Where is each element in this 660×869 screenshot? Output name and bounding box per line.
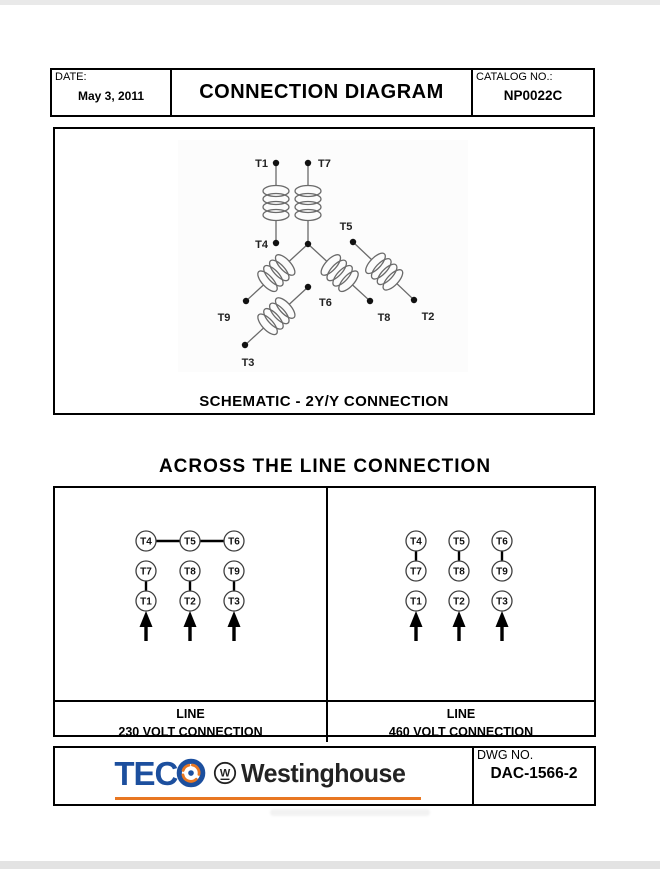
terminal-label: T2 <box>453 596 465 608</box>
diagram-460v-svg <box>328 488 594 695</box>
coil-t1-t4 <box>263 163 289 243</box>
caption-230v <box>55 700 328 742</box>
terminal-label: T8 <box>453 566 465 578</box>
terminal-label: T9 <box>496 566 508 578</box>
terminal-dots <box>242 160 417 348</box>
terminal-label: T3 <box>496 596 508 608</box>
terminal-label: T4 <box>140 536 152 548</box>
westinghouse-mark-icon <box>213 761 237 785</box>
title-cell <box>170 70 471 115</box>
schematic-label-t5: T5 <box>339 221 353 233</box>
caption-voltage: 460 VOLT CONNECTION <box>388 725 534 740</box>
header-table <box>50 68 595 117</box>
teco-swirl-icon <box>176 758 206 788</box>
terminal-label: T2 <box>184 596 196 608</box>
schematic-label-t3: T3 <box>241 357 255 369</box>
brand-underline <box>115 797 421 800</box>
schematic-label-t8: T8 <box>377 312 391 324</box>
across-the-line-heading: ACROSS THE LINE CONNECTION <box>158 456 492 477</box>
schematic-label-t9: T9 <box>217 312 231 324</box>
caption-line: LINE <box>446 707 476 721</box>
terminal-label: T6 <box>228 536 240 548</box>
dwg-label: DWG NO. <box>477 748 534 762</box>
page-bottom-edge <box>0 861 660 869</box>
dwg-number: DAC-1566-2 <box>490 765 578 782</box>
schematic-diagram <box>178 140 468 372</box>
terminal-label: T7 <box>410 566 422 578</box>
brand-cell <box>55 748 472 804</box>
westinghouse-wordmark: Westinghouse <box>241 758 406 788</box>
teco-wordmark: TEC <box>114 754 178 792</box>
date-label: DATE: <box>55 71 87 83</box>
schematic-label-t4: T4 <box>255 239 268 251</box>
teco-westinghouse-logo <box>55 750 472 796</box>
line-arrow-icon <box>410 611 509 641</box>
coil-t7-center <box>295 163 321 243</box>
schematic-label-t2: T2 <box>421 311 435 323</box>
connection-diagram-230v <box>55 488 328 700</box>
terminal-label: T9 <box>228 566 240 578</box>
terminal-label: T1 <box>140 596 152 608</box>
line-arrow-icon <box>140 611 241 641</box>
connection-table <box>53 486 596 740</box>
caption-voltage: 230 VOLT CONNECTION <box>118 725 263 740</box>
caption-line: LINE <box>176 707 205 721</box>
date-cell <box>52 70 170 115</box>
diagram-230v-svg <box>55 488 326 695</box>
schematic-label-t7: T7 <box>318 158 331 170</box>
terminal-label: T8 <box>184 566 196 578</box>
connection-diagram-460v <box>328 488 594 700</box>
terminal-label: T1 <box>410 596 422 608</box>
page-title: CONNECTION DIAGRAM <box>199 81 444 103</box>
catalog-number: NP0022C <box>503 88 563 103</box>
terminal-label: T3 <box>228 596 240 608</box>
schematic-label-t6: T6 <box>319 297 332 309</box>
terminal-label: T4 <box>410 536 422 548</box>
terminal-label: T6 <box>496 536 508 548</box>
schematic-box <box>53 127 595 415</box>
terminal-label: T5 <box>184 536 196 548</box>
schematic-caption: SCHEMATIC - 2Y/Y CONNECTION <box>199 393 449 410</box>
terminal-label: T5 <box>453 536 465 548</box>
terminal-label: T7 <box>140 566 152 578</box>
w-mark-letter: W <box>220 767 231 780</box>
caption-460v <box>328 700 594 742</box>
footer-table <box>53 746 596 806</box>
faint-print-artifact <box>270 809 430 816</box>
schematic-label-t1: T1 <box>255 158 268 170</box>
page-top-edge <box>0 0 660 5</box>
schematic-svg <box>178 140 468 372</box>
dwg-cell <box>472 748 594 804</box>
date-value: May 3, 2011 <box>77 89 145 103</box>
catalog-label: CATALOG NO.: <box>476 71 553 83</box>
catalog-cell <box>471 70 593 115</box>
